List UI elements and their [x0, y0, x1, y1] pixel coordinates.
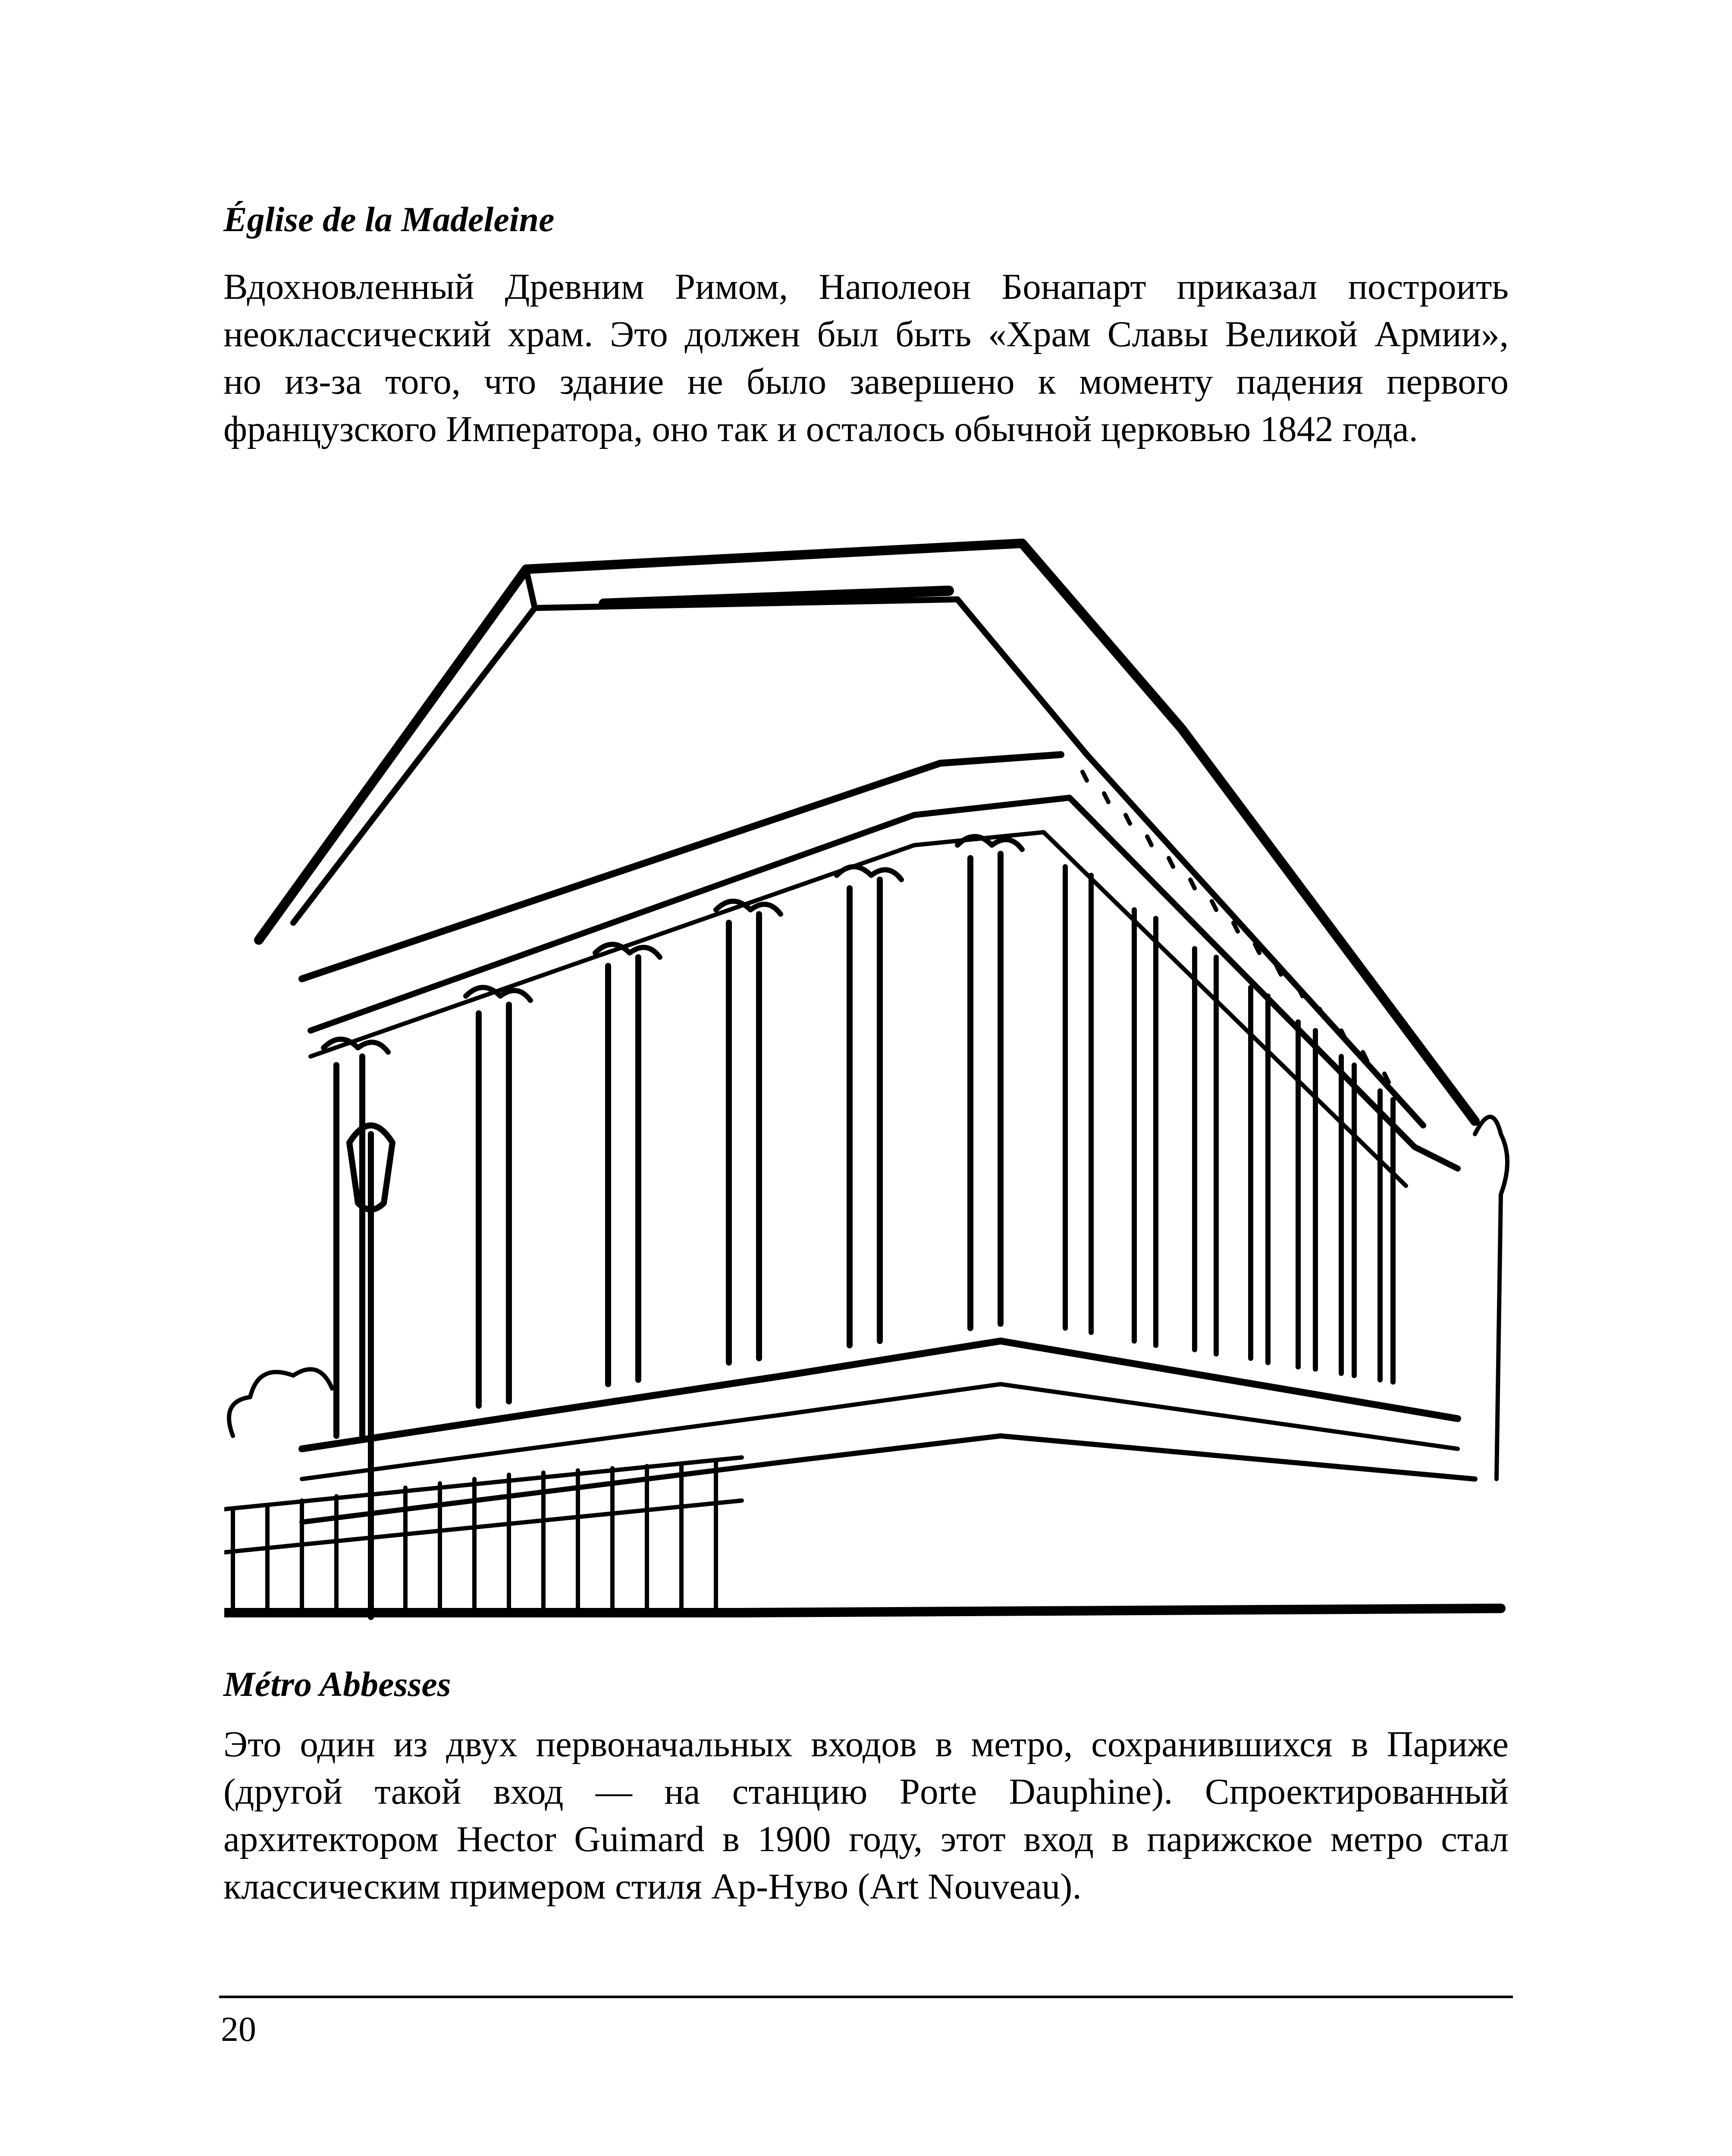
madeleine-line-drawing	[224, 487, 1518, 1630]
ground-line	[224, 1608, 1501, 1613]
section-title-madeleine: Église de la Madeleine	[223, 200, 555, 239]
body-line: французского Императора, оно так и осталось обычной церковью 1842 года.	[223, 409, 1418, 449]
body-line: Это один из двух первоначальных входов в метро, сохранившихся в Париже	[223, 1724, 1509, 1764]
body-line: но из-за того, что здание не было завершено к моменту падения первого	[223, 361, 1509, 402]
body-line: классическим примером стиля Ар-Нуво (Art Nouveau).	[223, 1866, 1082, 1907]
entablature	[311, 798, 1458, 1169]
section-title-metro-abbesses: Métro Abbesses	[223, 1664, 451, 1704]
tree-right	[1475, 1117, 1507, 1479]
footer-rule	[219, 1996, 1513, 1998]
cornice-top	[526, 569, 535, 608]
tree-left	[229, 1369, 332, 1436]
dentils	[1082, 772, 1389, 1082]
steps	[302, 1436, 1475, 1522]
entablature-lower	[311, 832, 1406, 1186]
pediment-base	[302, 755, 1061, 979]
front-columns	[336, 854, 1001, 1436]
pediment-inner	[293, 599, 1423, 1125]
body-line: (другой такой вход — на станцию Porte Dauphine). Спроектированный	[223, 1771, 1509, 1812]
podium-mid	[302, 1384, 1458, 1479]
body-line: Вдохновленный Древним Римом, Наполеон Бонапарт приказал построить	[223, 266, 1509, 307]
body-line: неоклассический храм. Это должен был быть «Храм Славы Великой Армии»,	[223, 314, 1509, 354]
lamp-post	[349, 1125, 392, 1617]
section-body-metro-abbesses	[223, 1720, 1509, 1910]
section-body-madeleine	[223, 263, 1509, 453]
page-number: 20	[221, 2009, 256, 2049]
podium-top	[302, 1341, 1458, 1449]
body-line: архитектором Hector Guimard в 1900 году, этот вход в парижское метро стал	[223, 1819, 1509, 1859]
capitals	[323, 837, 1022, 1052]
